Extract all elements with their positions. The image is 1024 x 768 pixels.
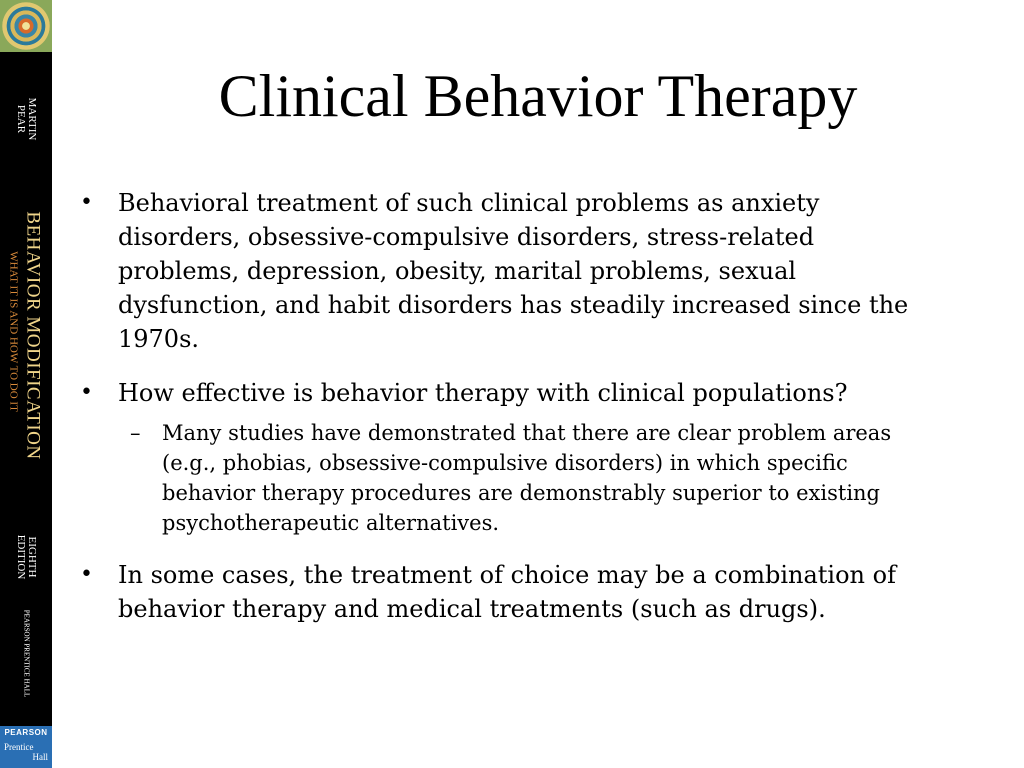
- author-martin: MARTIN: [26, 97, 38, 141]
- edition-line1: EIGHTH: [26, 536, 38, 578]
- bullet-item: [80, 376, 940, 538]
- bullet-text: Behavioral treatment of such clinical problems as anxiety disorders, obsessive-compulsive disorders, stress-related problems, depression, obesity, marital problems, sexual dysfunction, and habit disorders has steadily increased since the 1970s.: [118, 189, 909, 353]
- edition-label: [15, 535, 37, 580]
- author-names: [15, 98, 37, 141]
- book-cover-thumbnail: [0, 0, 52, 52]
- sub-bullet-marker: –: [130, 421, 141, 445]
- bullet-item: [80, 186, 940, 356]
- pearson-prentice-hall-logo: [0, 726, 52, 768]
- bullet-item: [80, 558, 940, 626]
- sub-bullet-text: Many studies have demonstrated that there are clear problem areas (e.g., phobias, obsessive-compulsive disorders) in which specific behavior therapy procedures are demonstrably superior to existing psychotherapeutic alternatives.: [162, 421, 892, 535]
- logo-prentice: Prentice: [4, 742, 34, 752]
- bullet-marker: •: [80, 380, 93, 405]
- slide-title: Clinical Behavior Therapy: [218, 63, 858, 129]
- book-spine-sidebar: [0, 0, 52, 768]
- edition-line2: EDITION: [15, 534, 27, 580]
- sub-bullet-item: [118, 418, 940, 538]
- author-pear: PEAR: [15, 104, 27, 134]
- bullet-text: How effective is behavior therapy with clinical populations?: [118, 379, 848, 407]
- book-subtitle: WHAT IT IS AND HOW TO DO IT: [7, 251, 20, 412]
- logo-hall: Hall: [32, 752, 48, 762]
- book-title: BEHAVIOR MODIFICATION: [22, 211, 44, 460]
- slide-body: [80, 186, 940, 646]
- bullet-marker: •: [80, 190, 93, 215]
- bullet-text: In some cases, the treatment of choice may be a combination of behavior therapy and medical treatments (such as drugs).: [118, 561, 896, 623]
- logo-prentice-hall-text: [4, 742, 50, 762]
- logo-pearson-text: PEARSON: [4, 728, 48, 737]
- bullet-marker: •: [80, 562, 93, 587]
- imprint-label: PEARSON PRENTICE HALL: [22, 609, 31, 698]
